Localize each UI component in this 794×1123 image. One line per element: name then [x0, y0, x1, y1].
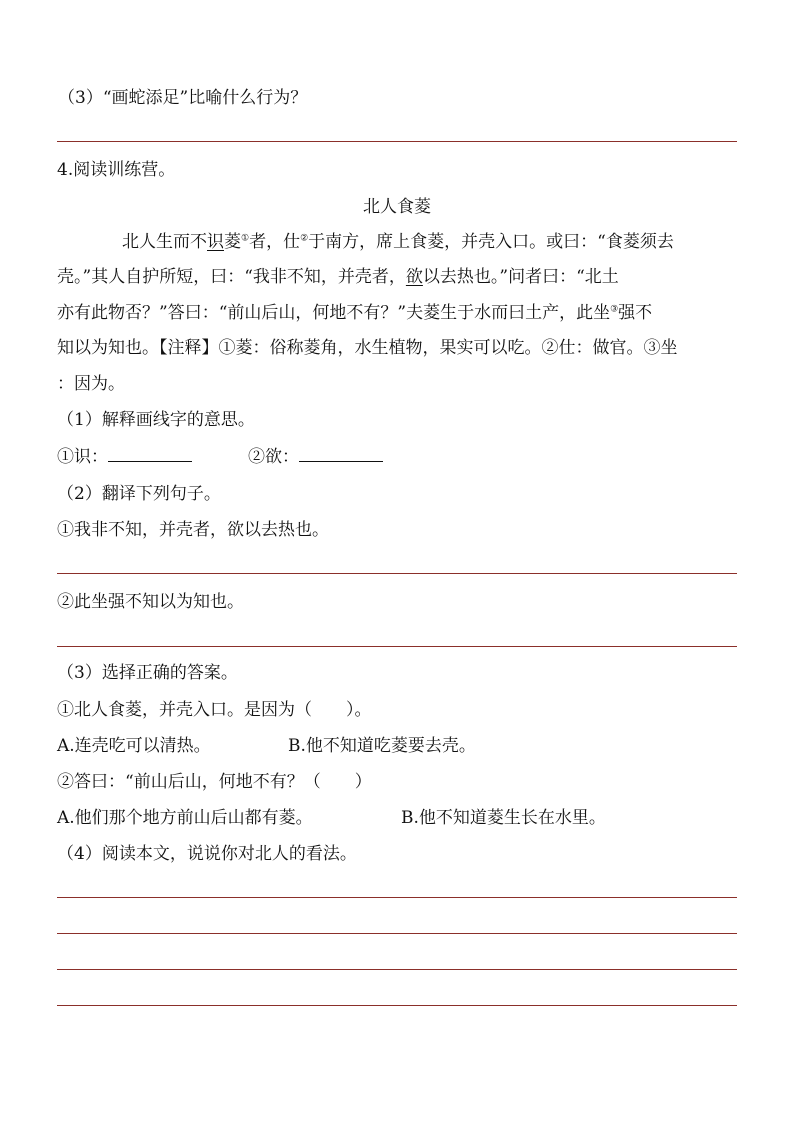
choice-item-2: ②答曰：“前山后山，何地不有？（ ）	[57, 772, 372, 792]
answer-line[interactable]	[57, 897, 737, 898]
blank-label-yu: ②欲：	[248, 447, 299, 467]
passage-line-4: 知以为知也。【注释】①菱：俗称菱角，水生植物，果实可以吃。②仕：做官。③坐	[57, 338, 678, 358]
passage-line-2: 壳。”其人自护所短，曰：“我非不知，并壳者，欲以去热也。”问者曰：“北土	[57, 267, 619, 287]
answer-line[interactable]	[57, 646, 737, 647]
note-ref-1: ①	[241, 233, 250, 244]
answer-line[interactable]	[57, 969, 737, 970]
blank-shi[interactable]	[108, 461, 192, 462]
question-3-prompt: （3）选择正确的答案。	[57, 663, 238, 683]
choice-item-1: ①北人食菱，并壳入口。是因为（ ）。	[57, 700, 372, 720]
sentence-2: ②此坐强不知以为知也。	[57, 592, 244, 612]
passage-line-5: ：因为。	[57, 374, 125, 394]
option-1b[interactable]: B.他不知道吃菱要去壳。	[288, 736, 476, 756]
answer-line[interactable]	[57, 141, 737, 142]
question-1-blanks	[57, 445, 383, 469]
answer-line[interactable]	[57, 573, 737, 574]
option-1a[interactable]: A.连壳吃可以清热。	[57, 736, 211, 756]
passage-line-1: 北人生而不识菱①者，仕②于南方，席上食菱，并壳入口。或曰：“食菱须去	[122, 232, 674, 252]
question-4-prompt: （4）阅读本文，说说你对北人的看法。	[57, 844, 357, 864]
blank-yu[interactable]	[299, 461, 383, 462]
question-3-huashe: （3）“画蛇添足”比喻什么行为？	[58, 88, 308, 108]
underlined-char-shi: 识	[207, 232, 224, 252]
passage-line-3: 亦有此物否？”答曰：“前山后山，何地不有？”夫菱生于水而曰土产，此坐③强不	[57, 303, 653, 323]
blank-label-shi: ①识：	[57, 447, 108, 467]
option-2a[interactable]: A.他们那个地方前山后山都有菱。	[57, 808, 313, 828]
answer-line[interactable]	[57, 1005, 737, 1006]
passage-title: 北人食菱	[363, 197, 431, 217]
question-2-prompt: （2）翻译下列句子。	[57, 484, 221, 504]
sentence-1: ①我非不知，并壳者，欲以去热也。	[57, 520, 329, 540]
underlined-char-yu: 欲	[405, 267, 423, 287]
note-ref-3: ③	[610, 304, 619, 315]
option-2b[interactable]: B.他不知道菱生长在水里。	[401, 808, 606, 828]
section-heading: 4.阅读训练营。	[57, 160, 176, 180]
question-1-prompt: （1）解释画线字的意思。	[57, 410, 255, 430]
note-ref-2: ②	[300, 233, 309, 244]
answer-line[interactable]	[57, 933, 737, 934]
